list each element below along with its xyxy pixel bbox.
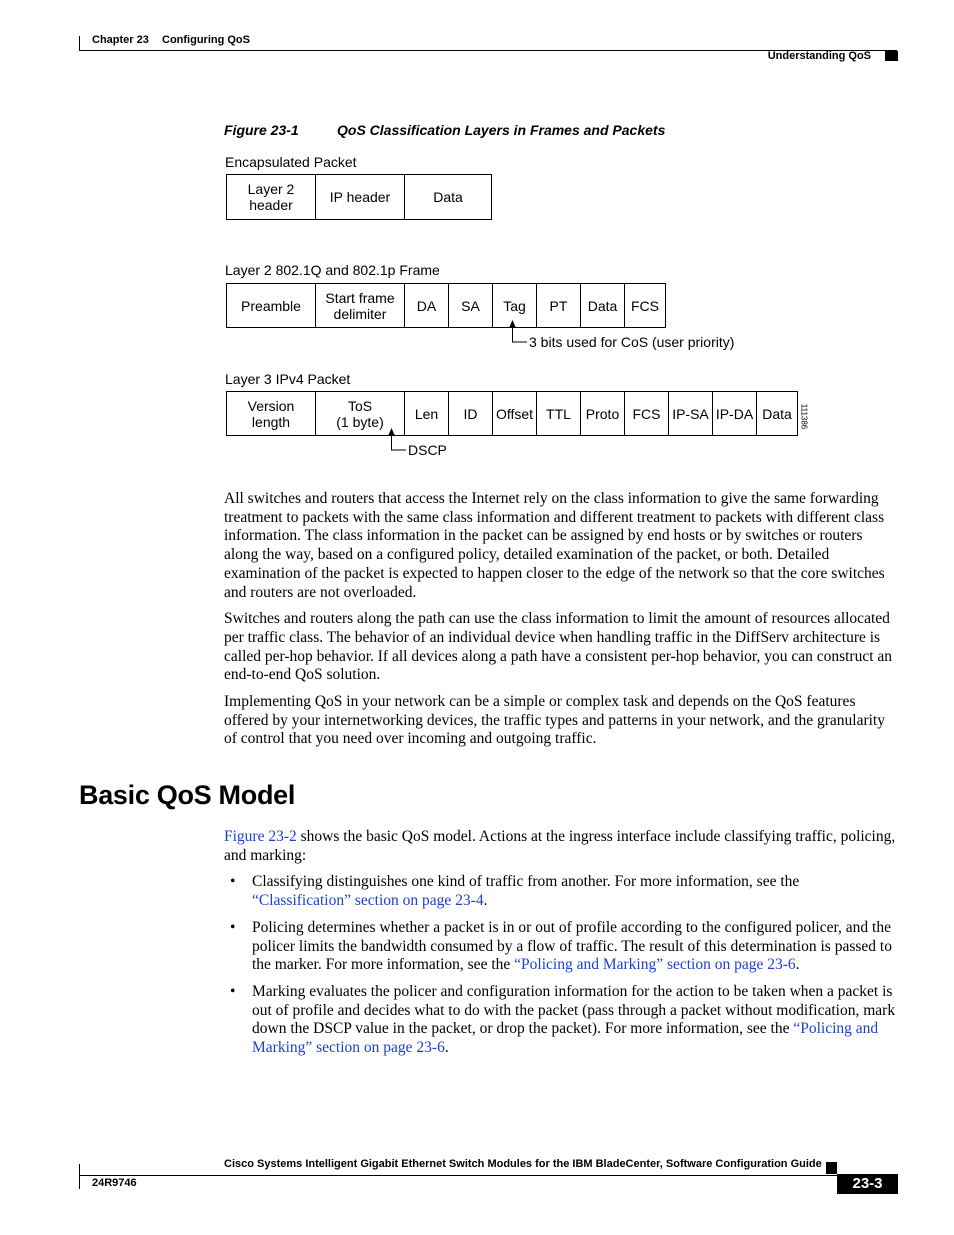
footer-book-title: Cisco Systems Intelligent Gigabit Ethernet Switch Modules for the IBM BladeCenter, Software Configuration Guide — [224, 1158, 822, 1170]
footer-doc-number: 24R9746 — [92, 1177, 137, 1189]
bullet-text: Classifying distinguishes one kind of traffic from another. For more information, see the — [252, 873, 800, 891]
encapsulated-packet-label: Encapsulated Packet — [225, 154, 357, 170]
cos-callout-text: 3 bits used for CoS (user priority) — [529, 334, 735, 350]
field-proto: Proto — [581, 392, 625, 436]
header-chapter-title: Configuring QoS — [162, 34, 250, 46]
field-da: DA — [405, 284, 449, 328]
layer2-frame-diagram — [226, 283, 666, 328]
list-item — [224, 873, 896, 910]
field-ip-sa: IP-SA — [669, 392, 713, 436]
field-fcs: FCS — [625, 392, 669, 436]
field-data: Data — [757, 392, 798, 436]
field-fcs: FCS — [625, 284, 666, 328]
bullet-tail: . — [483, 892, 488, 910]
section-body — [224, 828, 896, 1066]
field-data: Data — [405, 175, 492, 220]
footer-rule — [79, 1175, 897, 1176]
field-pt: PT — [537, 284, 581, 328]
dscp-callout-text: DSCP — [408, 442, 447, 458]
field-id: ID — [449, 392, 493, 436]
field-version-length: Version length — [227, 392, 316, 436]
bullet-marker: • — [230, 982, 236, 1000]
field-start-frame-delimiter: Start frame delimiter — [316, 284, 405, 328]
footer-left-bar — [79, 1164, 80, 1189]
bullet-marker: • — [230, 873, 236, 891]
section-intro — [224, 828, 896, 865]
field-sa: SA — [449, 284, 493, 328]
section-heading: Basic QoS Model — [79, 780, 296, 810]
bullet-tail: . — [444, 1039, 449, 1057]
field-layer2-header: Layer 2 header — [227, 175, 316, 220]
field-offset: Offset — [493, 392, 537, 436]
encapsulated-packet-diagram — [226, 174, 492, 220]
bullet-list — [224, 873, 896, 1057]
figure-number: Figure 23-1 — [224, 122, 299, 138]
paragraph: All switches and routers that access the Internet rely on the class information to give the same forwarding treatment to packets with the same class information and different treatment to packets with different class information. The class information in the packet can be assigned by end hosts or by switches or routers along the way, based on a configured policy, detailed examination of the packet, or both. Detailed examination of the packet is expected to happen closer to the edge of the network so that the core switches and routers are not overloaded. — [224, 490, 885, 601]
policing-marking-section-link[interactable]: “Policing and Marking” section on page 23-6 — [252, 1020, 879, 1057]
page-number: 23-3 — [837, 1174, 898, 1194]
paragraph: Implementing QoS in your network can be a simple or complex task and depends on the QoS features offered by your internetworking devices, the traffic types and patterns in your network, and the granularity of control that you need over incoming and outgoing traffic. — [224, 693, 885, 748]
header-section: Understanding QoS — [767, 50, 871, 62]
field-ttl: TTL — [537, 392, 581, 436]
layer2-frame-label: Layer 2 802.1Q and 802.1p Frame — [225, 262, 440, 278]
body-text — [224, 490, 896, 749]
footer-marker-block — [826, 1162, 837, 1174]
figure-23-2-link[interactable]: Figure 23-2 — [224, 828, 297, 845]
section-intro-text: shows the basic QoS model. Actions at the ingress interface include classifying traffic, policing, and marking: — [224, 828, 896, 864]
header-marker-block — [885, 51, 898, 61]
field-ip-header: IP header — [316, 175, 405, 220]
layer3-packet-diagram — [226, 391, 798, 436]
figure-id-number: 111386 — [799, 403, 809, 430]
bullet-text: Policing determines whether a packet is in or out of profile according to the configured policer, and the policer limits the bandwidth consumed by a flow of traffic. The result of this determination is passed to the marker. For more information, see the — [252, 918, 892, 974]
header-left-bar — [79, 36, 80, 50]
bullet-marker: • — [230, 918, 236, 936]
list-item — [224, 983, 896, 1058]
field-len: Len — [405, 392, 449, 436]
policing-marking-section-link[interactable]: “Policing and Marking” section on page 23-6 — [514, 956, 796, 974]
field-tos: ToS (1 byte) — [316, 392, 405, 436]
bullet-text: Marking evaluates the policer and configuration information for the action to be taken when a packet is out of profile and decides what to do with the packet (pass through a packet without modification, mark down the DSCP value in the packet, or drop the packet). For more information, see the — [252, 982, 896, 1038]
paragraph: Switches and routers along the path can use the class information to limit the amount of resources allocated per traffic class. The behavior of an individual device when handling traffic in the DiffServ architecture is called per-hop behavior. If all devices along a path have a consistent per-hop behavior, you can construct an end-to-end QoS solution. — [224, 610, 893, 684]
header-chapter: Chapter 23 — [92, 34, 149, 46]
list-item — [224, 919, 896, 975]
bullet-tail: . — [795, 956, 800, 974]
field-tag: Tag — [493, 284, 537, 328]
figure-title: QoS Classification Layers in Frames and Packets — [337, 122, 666, 138]
field-preamble: Preamble — [227, 284, 316, 328]
classification-section-link[interactable]: “Classification” section on page 23-4 — [252, 892, 484, 910]
field-data: Data — [581, 284, 625, 328]
layer3-packet-label: Layer 3 IPv4 Packet — [225, 371, 351, 387]
field-ip-da: IP-DA — [713, 392, 757, 436]
